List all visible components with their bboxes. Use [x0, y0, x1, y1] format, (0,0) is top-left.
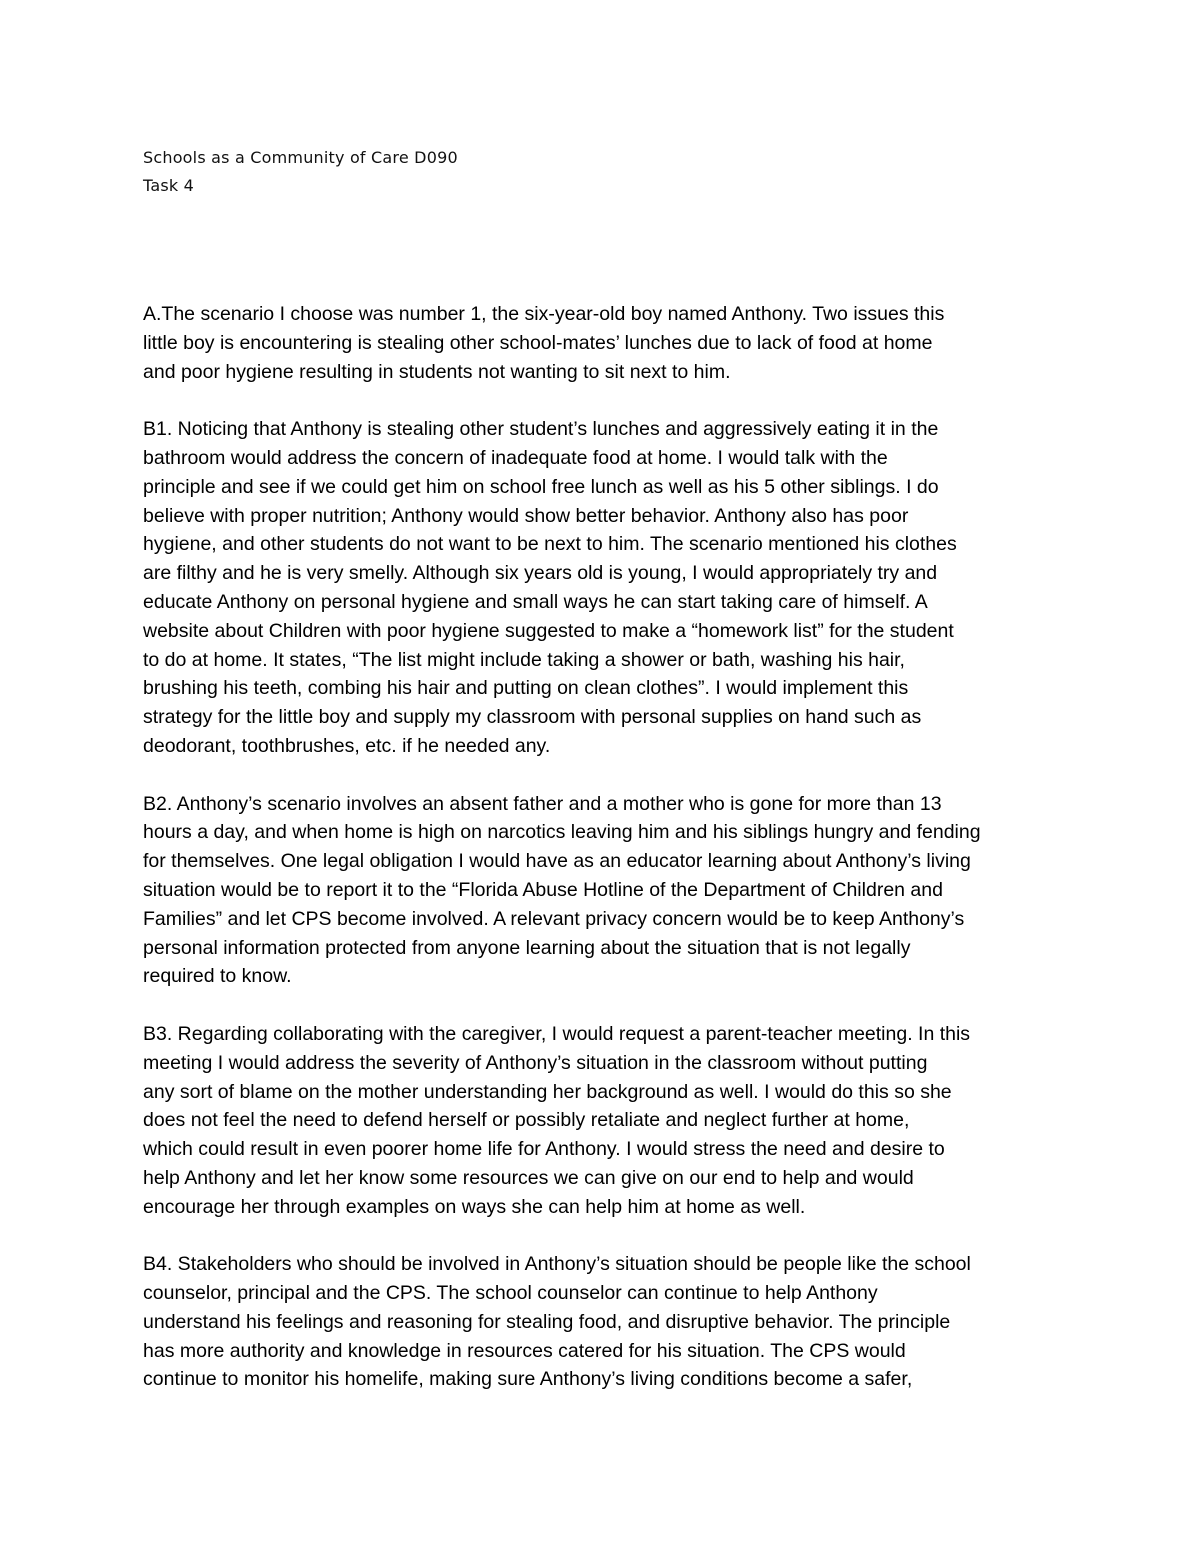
paragraph-line: help Anthony and let her know some resources we can give on our end to help and would: [143, 1166, 914, 1189]
paragraph-line: A.The scenario I choose was number 1, the six-year-old boy named Anthony. Two issues this: [143, 303, 945, 325]
paragraph-line: brushing his teeth, combing his hair and putting on clean clothes”. I would implement this: [143, 677, 909, 700]
paragraph: [143, 300, 1073, 386]
paragraph-line: has more authority and knowledge in resources catered for his situation. The CPS would: [143, 1339, 906, 1362]
paragraph-line: to do at home. It states, “The list might include taking a shower or bath, washing his hair,: [143, 648, 905, 671]
paragraph-line: encourage her through examples on ways she can help him at home as well.: [143, 1195, 806, 1218]
paragraph-line: understand his feelings and reasoning for stealing food, and disruptive behavior. The principle: [143, 1310, 951, 1333]
paragraph-line: counselor, principal and the CPS. The school counselor can continue to help Anthony: [143, 1282, 878, 1305]
paragraph-line: any sort of blame on the mother understanding her background as well. I would do this so she: [143, 1080, 952, 1103]
document-title: Schools as a Community of Care D090: [143, 148, 458, 167]
paragraph-line: believe with proper nutrition; Anthony would show better behavior. Anthony also has poor: [143, 504, 909, 527]
paragraph-line: meeting I would address the severity of Anthony’s situation in the classroom without putting: [143, 1051, 928, 1074]
paragraph: [143, 790, 1073, 992]
paragraph-line: B2. Anthony’s scenario involves an absent father and a mother who is gone for more than 13: [143, 792, 942, 815]
paragraph-line: deodorant, toothbrushes, etc. if he needed any.: [143, 734, 551, 757]
paragraph: [143, 1250, 1073, 1394]
paragraph-line: B1. Noticing that Anthony is stealing other student’s lunches and aggressively eating it in the: [143, 418, 939, 441]
paragraph: [143, 1020, 1073, 1222]
paragraph-line: are filthy and he is very smelly. Although six years old is young, I would appropriately try and: [143, 562, 938, 585]
paragraph-line: required to know.: [143, 965, 292, 988]
paragraph-line: does not feel the need to defend herself or possibly retaliate and neglect further at home,: [143, 1109, 910, 1132]
paragraph-line: website about Children with poor hygiene suggested to make a “homework list” for the student: [143, 619, 954, 642]
document-body: [143, 300, 1073, 1423]
paragraph-line: personal information protected from anyone learning about the situation that is not legally: [143, 936, 911, 959]
paragraph-line: which could result in even poorer home life for Anthony. I would stress the need and desire to: [143, 1138, 945, 1161]
paragraph-line: and poor hygiene resulting in students not wanting to sit next to him.: [143, 360, 731, 383]
paragraph-line: strategy for the little boy and supply my classroom with personal supplies on hand such as: [143, 706, 922, 729]
paragraph-line: hours a day, and when home is high on narcotics leaving him and his siblings hungry and fending: [143, 821, 981, 844]
paragraph-line: principle and see if we could get him on school free lunch as well as his 5 other siblings. I do: [143, 475, 939, 498]
paragraph: [143, 415, 1073, 761]
paragraph-line: situation would be to report it to the “Florida Abuse Hotline of the Department of Children and: [143, 878, 943, 901]
paragraph-line: little boy is encountering is stealing other school-mates’ lunches due to lack of food at home: [143, 331, 933, 354]
paragraph-line: for themselves. One legal obligation I would have as an educator learning about Anthony’s living: [143, 850, 971, 873]
paragraph-line: hygiene, and other students do not want to be next to him. The scenario mentioned his clothes: [143, 533, 957, 556]
paragraph-line: B3. Regarding collaborating with the caregiver, I would request a parent-teacher meeting. In this: [143, 1022, 971, 1045]
paragraph-line: bathroom would address the concern of inadequate food at home. I would talk with the: [143, 446, 888, 469]
paragraph-line: continue to monitor his homelife, making sure Anthony’s living conditions become a safer,: [143, 1368, 913, 1391]
paragraph-line: B4. Stakeholders who should be involved in Anthony’s situation should be people like the school: [143, 1253, 971, 1276]
document-subtitle: Task 4: [143, 176, 194, 195]
paragraph-line: educate Anthony on personal hygiene and small ways he can start taking care of himself. A: [143, 590, 928, 613]
document-header: [143, 144, 458, 200]
paragraph-line: Families” and let CPS become involved. A relevant privacy concern would be to keep Anthony’s: [143, 907, 965, 930]
